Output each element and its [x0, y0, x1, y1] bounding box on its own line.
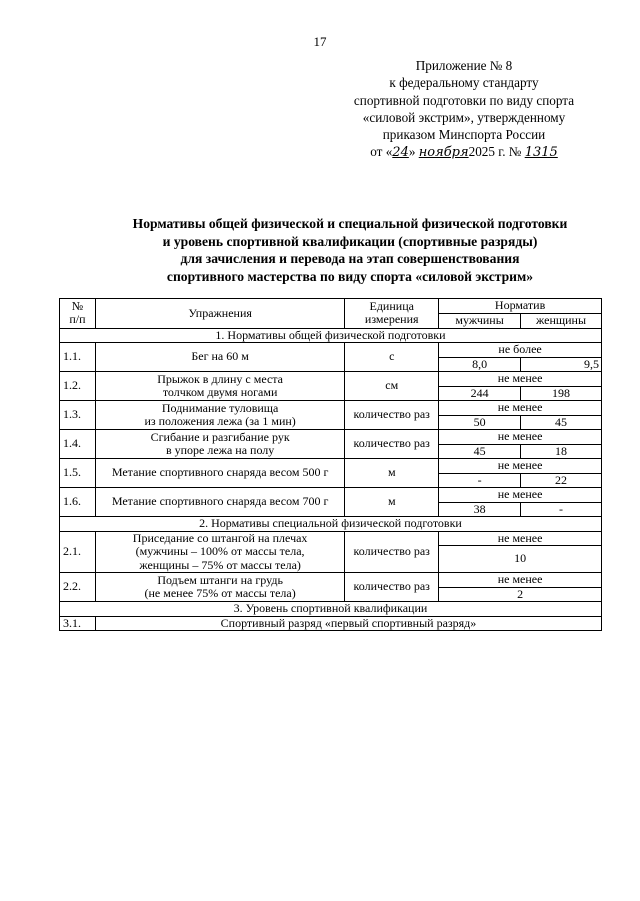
title-line: Нормативы общей физической и специальной физической подготовки [132, 216, 568, 231]
title-line: и уровень спортивной квалификации (спортивные разряды) [162, 233, 538, 249]
row-number: 2.2. [60, 573, 96, 602]
row-exercise [95, 372, 344, 401]
row-condition: не менее [439, 488, 602, 503]
row-exercise-line: Прыжок в длину с места [157, 371, 283, 386]
table-row [60, 401, 602, 416]
row-exercise: Метание спортивного снаряда весом 700 г [95, 488, 344, 517]
row-number: 1.5. [60, 459, 96, 488]
row-exercise [95, 573, 344, 602]
table-row [60, 430, 602, 445]
row-men-value: 8,0 [439, 357, 521, 372]
row-exercise-line: Приседание со штангой на плечах [132, 530, 308, 545]
appendix-header [330, 57, 598, 162]
row-condition: не менее [439, 430, 602, 445]
header-num-line: № [71, 298, 84, 313]
table-row [60, 616, 602, 631]
row-number: 2.1. [60, 531, 96, 573]
order-number: 1315 [524, 145, 558, 161]
row-common-value: 10 [439, 546, 602, 573]
table-row [60, 488, 602, 503]
header-num [60, 299, 96, 329]
appendix-line: «силовой экстрим», утвержденному [362, 109, 566, 125]
row-exercise-line: Поднимание туловища [161, 400, 279, 415]
row-exercise-line: в упоре лежа на полу [165, 443, 275, 457]
row-exercise: Метание спортивного снаряда весом 500 г [95, 459, 344, 488]
row-men-value: 38 [439, 502, 521, 517]
row-number: 1.2. [60, 372, 96, 401]
section-row [60, 602, 602, 617]
row-condition: не менее [439, 459, 602, 474]
row-exercise [95, 430, 344, 459]
header-unit-line: Единица [369, 298, 414, 313]
header-norm: Норматив [439, 299, 602, 314]
row-women-value: 18 [521, 444, 602, 459]
row-women-value: 198 [521, 386, 602, 401]
table-row [60, 459, 602, 474]
row-exercise-line: Сгибание и разгибание рук [150, 429, 290, 444]
row-exercise-line: (мужчины – 100% от массы тела, [135, 544, 305, 558]
row-unit: количество раз [345, 430, 439, 459]
row-unit: количество раз [345, 531, 439, 573]
table-row [60, 343, 602, 358]
row-unit: м [345, 488, 439, 517]
appendix-title: Приложение № 8 [415, 58, 513, 73]
table-row [60, 372, 602, 387]
row-condition: не менее [439, 573, 602, 588]
row-women-value: 22 [521, 473, 602, 488]
section-1-title: 1. Нормативы общей физической подготовки [60, 328, 602, 343]
header-unit [345, 299, 439, 329]
title-line: спортивного мастерства по виду спорта «силовой экстрим» [166, 268, 534, 284]
appendix-line: к федеральному стандарту [389, 75, 539, 91]
page-number: 17 [313, 34, 327, 49]
row-unit: м [345, 459, 439, 488]
section-row [60, 517, 602, 532]
row-unit: см [345, 372, 439, 401]
date-prefix: от « [370, 144, 393, 160]
row-condition: не менее [439, 401, 602, 416]
row-men-value: 244 [439, 386, 521, 401]
row-exercise-line: толчком двумя ногами [162, 385, 278, 399]
row-men-value: 45 [439, 444, 521, 459]
row-condition: не менее [439, 372, 602, 387]
row-unit: с [345, 343, 439, 372]
row-women-value: - [521, 502, 602, 517]
row-number: 3.1. [60, 616, 96, 631]
row-women-value: 9,5 [521, 357, 602, 372]
table-row [60, 573, 602, 588]
order-year: 2025 г. № [468, 144, 525, 160]
row-exercise-line: женщины – 75% от массы тела) [139, 557, 301, 572]
row-exercise-line: из положения лежа (за 1 мин) [144, 414, 296, 428]
norms-table [59, 298, 602, 631]
order-month: ноября [418, 145, 469, 161]
row-women-value: 45 [521, 415, 602, 430]
row-men-value: - [439, 473, 521, 488]
title-line: для зачисления и перевода на этап совершенствования [180, 251, 520, 267]
row-exercise [95, 531, 344, 573]
row-unit: количество раз [345, 573, 439, 602]
date-mid: » [408, 144, 419, 160]
header-women: женщины [521, 314, 602, 329]
row-number: 1.4. [60, 430, 96, 459]
header-num-line: п/п [69, 312, 86, 327]
appendix-line: спортивной подготовки по виду спорта [353, 92, 575, 108]
row-condition: не менее [439, 531, 602, 546]
row-unit: количество раз [345, 401, 439, 430]
row-exercise-line: Подъем штанги на грудь [157, 572, 283, 587]
order-date-line [330, 143, 598, 161]
table-row [60, 531, 602, 546]
section-2-title: 2. Нормативы специальной физической подготовки [60, 517, 602, 532]
order-day: 24 [392, 145, 409, 161]
header-unit-line: измерения [364, 312, 419, 327]
document-title [60, 215, 640, 285]
row-number: 1.3. [60, 401, 96, 430]
section-row [60, 328, 602, 343]
row-exercise: Бег на 60 м [95, 343, 344, 372]
row-condition: не более [439, 343, 602, 358]
section-3-title: 3. Уровень спортивной квалификации [60, 602, 602, 617]
header-men: мужчины [439, 314, 521, 329]
header-row [60, 299, 602, 314]
header-exercise: Упражнения [95, 299, 344, 329]
row-men-value: 50 [439, 415, 521, 430]
row-exercise-line: (не менее 75% от массы тела) [144, 586, 296, 600]
row-qualification: Спортивный разряд «первый спортивный разряд» [95, 616, 601, 631]
row-number: 1.6. [60, 488, 96, 517]
row-exercise [95, 401, 344, 430]
row-common-value: 2 [439, 587, 602, 602]
appendix-line: приказом Минспорта России [382, 127, 546, 143]
row-number: 1.1. [60, 343, 96, 372]
